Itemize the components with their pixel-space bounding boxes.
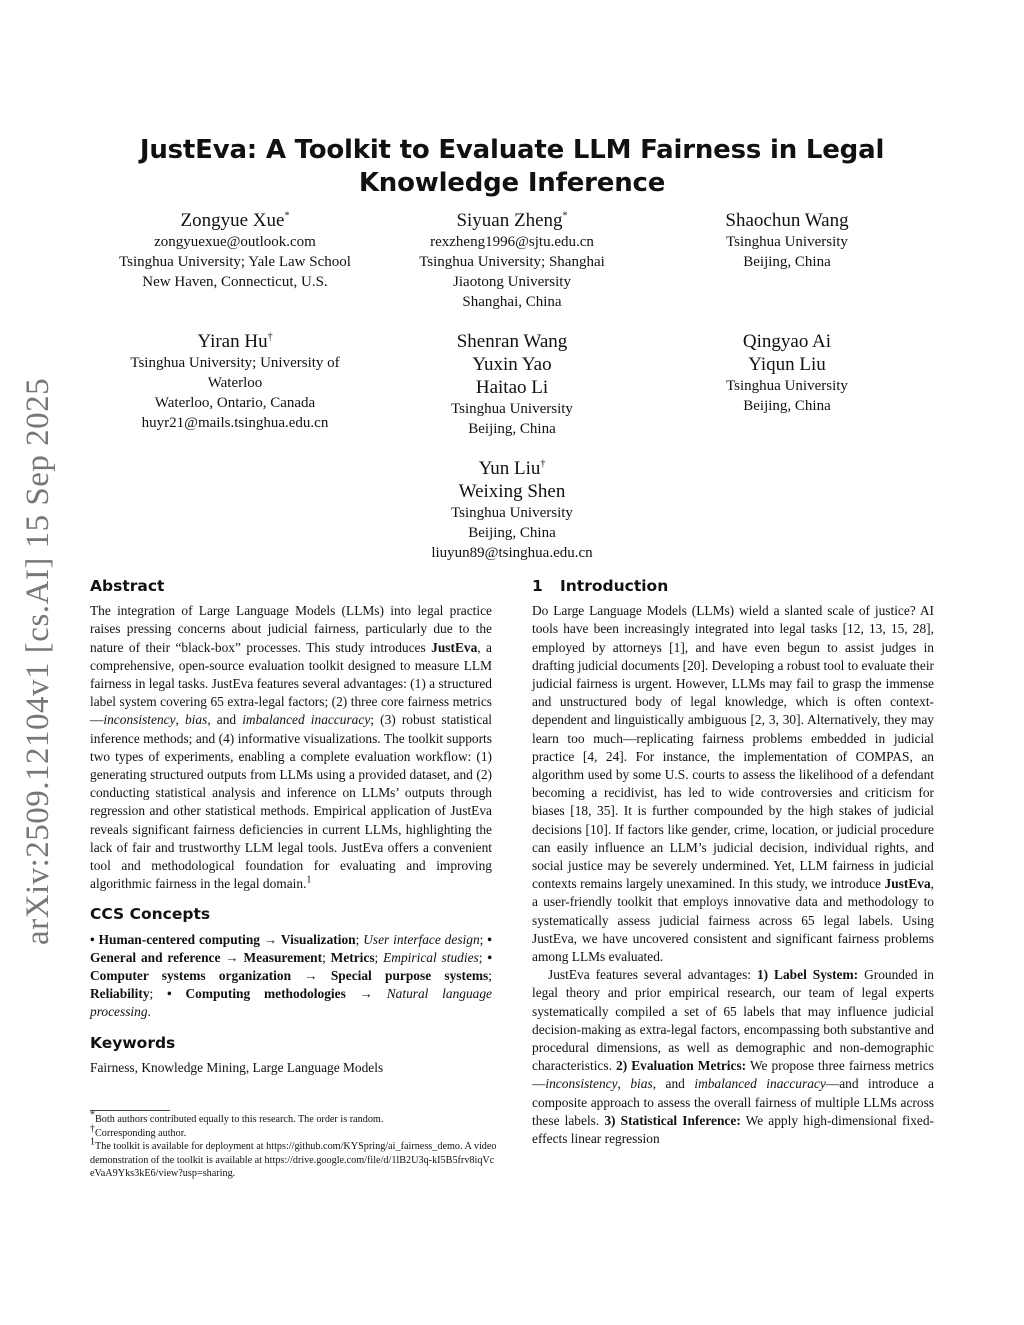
toolkit-name: JustEva xyxy=(884,876,931,892)
author-affiliation: Waterloo xyxy=(207,375,263,391)
equal-contribution-mark: * xyxy=(562,210,568,222)
author-location: Beijing, China xyxy=(743,254,831,270)
author-affiliation: Tsinghua University xyxy=(451,505,573,521)
corresponding-author-mark: † xyxy=(267,331,273,343)
intro-paragraph-1: Do Large Language Models (LLMs) wield a slanted scale of justice? AI tools have been increasingly integrated into legal tasks [12, 13, 15, 28], employed by attorneys [1], and have even begun to assist judges in drafting judicial documents [20]. Developing a robust tool to evaluate their judicial fairness is urgent. However, LLMs may fail to grasp the immense and unstructured body of legal knowledge, which is often context-dependent and linguistically ambiguous [2, 3, 30]. Alternatively, they may learn too much—replicating fairness problems embedded in judicial practice [4, 24]. For instance, the implementation of COMPAS, an algorithm used by some U.S. courts to assess the likelihood of a defendant becoming a recidivist, has led to wide controversies and criticism for biases [18, 35]. It is further compounded by the high stakes of judicial decisions [10]. If factors like gender, crime, location, or judicial procedure can easily influence an LLM’s judicial decision, individual rights, and social justice may be severely undermined. Yet, LLM fairness in judicial contexts remains largely unexamined. In this study, we introduce JustEva, a user-friendly toolkit that employs innovative data and methodology to systematically assess judicial fairness across 65 legal labels. Using JustEva, we have uncovered consistent and significant fairness problems among LLMs evaluated. xyxy=(532,603,934,965)
footnote-ref: 1 xyxy=(306,874,312,886)
ccs-text: • Human-centered computing → Visualization; User interface design; • General and reference → Measurement; Metrics; Empirical studies; • Computer systems organization → Special purpose systems; Reliability; • Computing methodologies → Natural language processing. xyxy=(90,931,493,1020)
author-block-5 xyxy=(390,330,634,439)
author-name: Zongyue Xue xyxy=(180,210,285,231)
author-location: Waterloo, Ontario, Canada xyxy=(154,395,316,411)
author-name: Yiran Hu xyxy=(197,331,268,352)
author-affiliation: Tsinghua University xyxy=(726,234,848,250)
author-block-6 xyxy=(660,330,914,416)
ccs-heading: CCS Concepts xyxy=(90,905,211,924)
author-location: Beijing, China xyxy=(468,421,556,437)
author-block-1 xyxy=(90,209,380,292)
section-title: Introduction xyxy=(560,577,669,595)
author-affiliation: Tsinghua University; Shanghai xyxy=(419,254,605,270)
author-location: Shanghai, China xyxy=(462,294,562,310)
author-affiliation: Tsinghua University xyxy=(451,401,573,417)
intro-paragraph-2: JustEva features several advantages: 1) Label System: Grounded in legal theory and prior empirical research, our team of legal experts systematically compiled a set of 65 labels that may influence judicial decision-making as extra-legal factors, encompassing both substantive and procedural dimensions, as well as demographic and non-demographic characteristics. 2) Evaluation Metrics: We propose three fairness metrics—inconsistency, bias, and imbalanced inaccuracy—and introduce a composite approach to assess the overall fairness of multiple LLMs across these labels. 3) Statistical Inference: We apply high-dimensional fixed-effects linear regression xyxy=(532,967,934,1147)
footnote-toolkit: $^1$The toolkit is available for deployment at https://github.com/KYSpring/ai_fairness_demo. A video demonstration of the toolkit is available at https://drive.google.com/file/d/1lB2U3q-kI5B5frv8iqVceVaA9Yks3kE6/view?usp=sharing. xyxy=(90,1136,497,1180)
author-name: Siyuan Zheng xyxy=(456,210,563,231)
author-affiliation: Tsinghua University; University of xyxy=(130,355,340,371)
author-name: Yuxin Yao xyxy=(472,354,552,375)
footnote-divider xyxy=(90,1110,170,1111)
author-location: Beijing, China xyxy=(468,525,556,541)
introduction-heading xyxy=(532,577,934,595)
author-block-4 xyxy=(90,330,380,433)
author-name: Weixing Shen xyxy=(458,481,566,502)
author-block-3 xyxy=(660,209,914,272)
author-email: zongyuexue@outlook.com xyxy=(154,234,316,250)
keywords-text: Fairness, Knowledge Mining, Large Language Models xyxy=(90,1059,384,1075)
footnote-equal-contribution: *Both authors contributed equally to this research. The order is random. xyxy=(90,1109,384,1125)
author-name: Yiqun Liu xyxy=(748,354,826,375)
author-location: Beijing, China xyxy=(743,398,831,414)
author-name: Shenran Wang xyxy=(456,331,568,352)
author-affiliation: Tsinghua University; Yale Law School xyxy=(119,254,351,270)
author-affiliation: Jiaotong University xyxy=(453,274,571,290)
author-name: Haitao Li xyxy=(475,377,549,398)
equal-contribution-mark: * xyxy=(284,210,290,222)
author-location: New Haven, Connecticut, U.S. xyxy=(142,274,328,290)
author-name: Shaochun Wang xyxy=(725,210,849,231)
toolkit-name: JustEva xyxy=(431,639,478,655)
abstract-text: The integration of Large Language Models (LLMs) into legal practice raises pressing concerns about judicial fairness, particularly due to the nature of their “black-box” processes. This study introduces JustEva, a comprehensive, open-source evaluation toolkit designed to measure LLM fairness in legal tasks. JustEva features several advantages: (1) a structured label system covering 65 extra-legal factors; (2) three core fairness metrics—inconsistency, bias, and imbalanced inaccuracy; (3) robust statistical inference methods; and (4) informative visualizations. The toolkit supports two types of experiments, enabling a complete evaluation workflow: (1) generating structured outputs from LLMs using a provided dataset, and (2) conducting statistical analysis and inference on LLMs’ outputs through regression and other statistical methods. Empirical application of JustEva reveals significant fairness deficiencies in current LLMs, highlighting the lack of fair and trustworthy LLM legal tools. JustEva offers a convenient tool and methodological foundation for evaluating and improving algorithmic fairness in the legal domain.$^1$ xyxy=(90,603,492,892)
footnotes xyxy=(90,1109,498,1181)
author-name: Qingyao Ai xyxy=(742,331,832,352)
left-column xyxy=(90,577,492,1077)
author-block-2 xyxy=(390,209,634,312)
author-block-7 xyxy=(390,457,634,563)
author-email: rexzheng1996@sjtu.edu.cn xyxy=(430,234,594,250)
keywords-heading: Keywords xyxy=(90,1033,176,1052)
arxiv-identifier: arXiv:2509.12104v1 [cs.AI] 15 Sep 2025 xyxy=(20,377,56,945)
section-number: 1 xyxy=(532,577,543,595)
corresponding-author-mark: † xyxy=(540,458,546,470)
author-name: Yun Liu xyxy=(478,458,541,479)
abstract-heading: Abstract xyxy=(90,577,165,595)
paper-title: JustEva: A Toolkit to Evaluate LLM Fairness in Legal Knowledge Inference xyxy=(139,135,885,198)
author-email: huyr21@mails.tsinghua.edu.cn xyxy=(141,415,329,431)
footnote-corresponding: †Corresponding author. xyxy=(90,1123,187,1139)
author-email: liuyun89@tsinghua.edu.cn xyxy=(431,545,593,561)
right-column xyxy=(532,577,934,1148)
author-affiliation: Tsinghua University xyxy=(726,378,848,394)
